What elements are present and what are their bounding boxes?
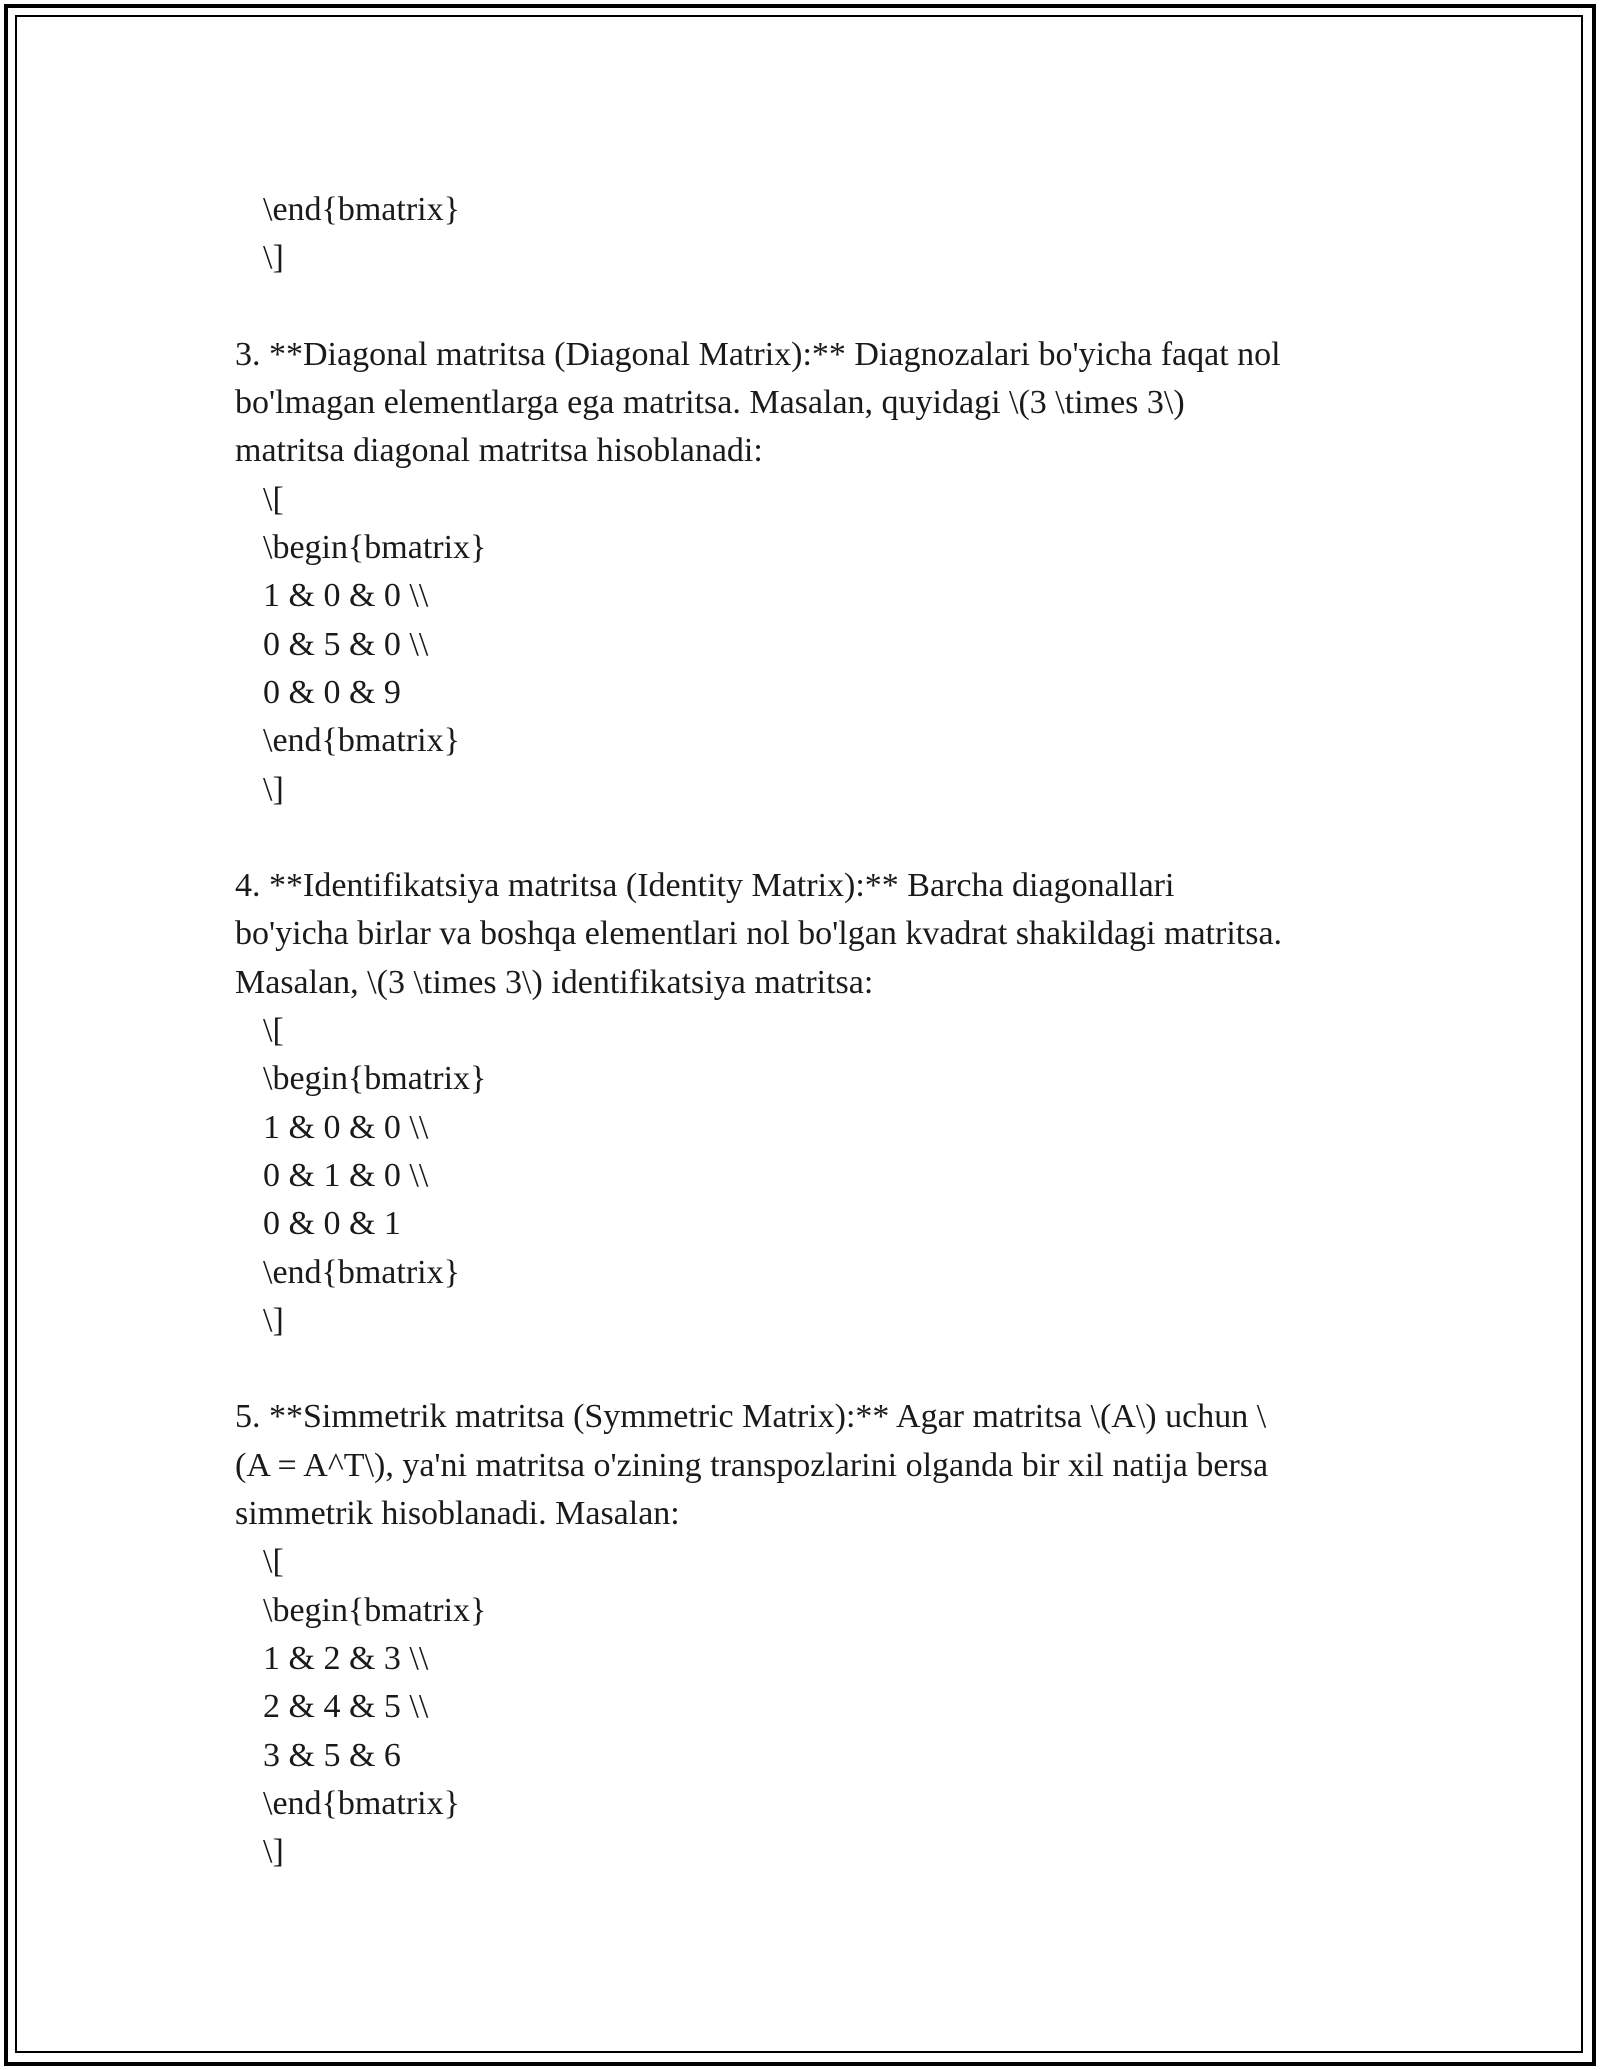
code-line: 0 & 0 & 9 <box>263 673 401 711</box>
code-line: 1 & 0 & 0 \\ <box>263 1108 429 1146</box>
item-3-text: matritsa diagonal matritsa hisoblanadi: <box>235 432 763 470</box>
code-line: \] <box>263 1833 284 1871</box>
code-line: 0 & 0 & 1 <box>263 1205 401 1243</box>
code-line: 3 & 5 & 6 <box>263 1736 401 1774</box>
item-3-text: bo'lmagan elementlarga ega matritsa. Masalan, quyidagi \(3 \times 3\) <box>235 384 1185 422</box>
item-5-text: simmetrik hisoblanadi. Masalan: <box>235 1495 680 1533</box>
code-line: 1 & 2 & 3 \\ <box>263 1639 429 1677</box>
code-line: 1 & 0 & 0 \\ <box>263 577 429 615</box>
code-line: 0 & 5 & 0 \\ <box>263 625 429 663</box>
item-4-text: bo'yicha birlar va boshqa elementlari nol bo'lgan kvadrat shakildagi matritsa. <box>235 915 1283 953</box>
code-line: \begin{bmatrix} <box>263 529 487 567</box>
item-3-text: 3. **Diagonal matritsa (Diagonal Matrix):** Diagnozalari bo'yicha faqat nol <box>235 335 1281 373</box>
code-line: \begin{bmatrix} <box>263 1060 487 1098</box>
code-line: 2 & 4 & 5 \\ <box>263 1688 429 1726</box>
code-line: \[ <box>263 480 284 518</box>
item-4-text: Masalan, \(3 \times 3\) identifikatsiya matritsa: <box>235 963 874 1001</box>
code-line: 0 & 1 & 0 \\ <box>263 1156 429 1194</box>
code-line: \end{bmatrix} <box>263 722 460 760</box>
code-line: \end{bmatrix} <box>263 1253 460 1291</box>
code-line: \] <box>263 239 284 277</box>
code-line: \end{bmatrix} <box>263 191 460 228</box>
code-line: \[ <box>263 1543 284 1581</box>
item-5-text: 5. **Simmetrik matritsa (Symmetric Matrix):** Agar matritsa \(A\) uchun \ <box>235 1398 1267 1436</box>
code-line: \[ <box>263 1012 284 1050</box>
code-line: \begin{bmatrix} <box>263 1591 487 1629</box>
code-line: \] <box>263 770 284 808</box>
document-body <box>235 186 1395 1876</box>
item-5-text: (A = A^T\), ya'ni matritsa o'zining transpozlarini olganda bir xil natija bersa <box>235 1446 1269 1484</box>
code-line: \end{bmatrix} <box>263 1784 460 1822</box>
code-line: \] <box>263 1301 284 1339</box>
item-4-text: 4. **Identifikatsiya matritsa (Identity Matrix):** Barcha diagonallari <box>235 867 1175 905</box>
